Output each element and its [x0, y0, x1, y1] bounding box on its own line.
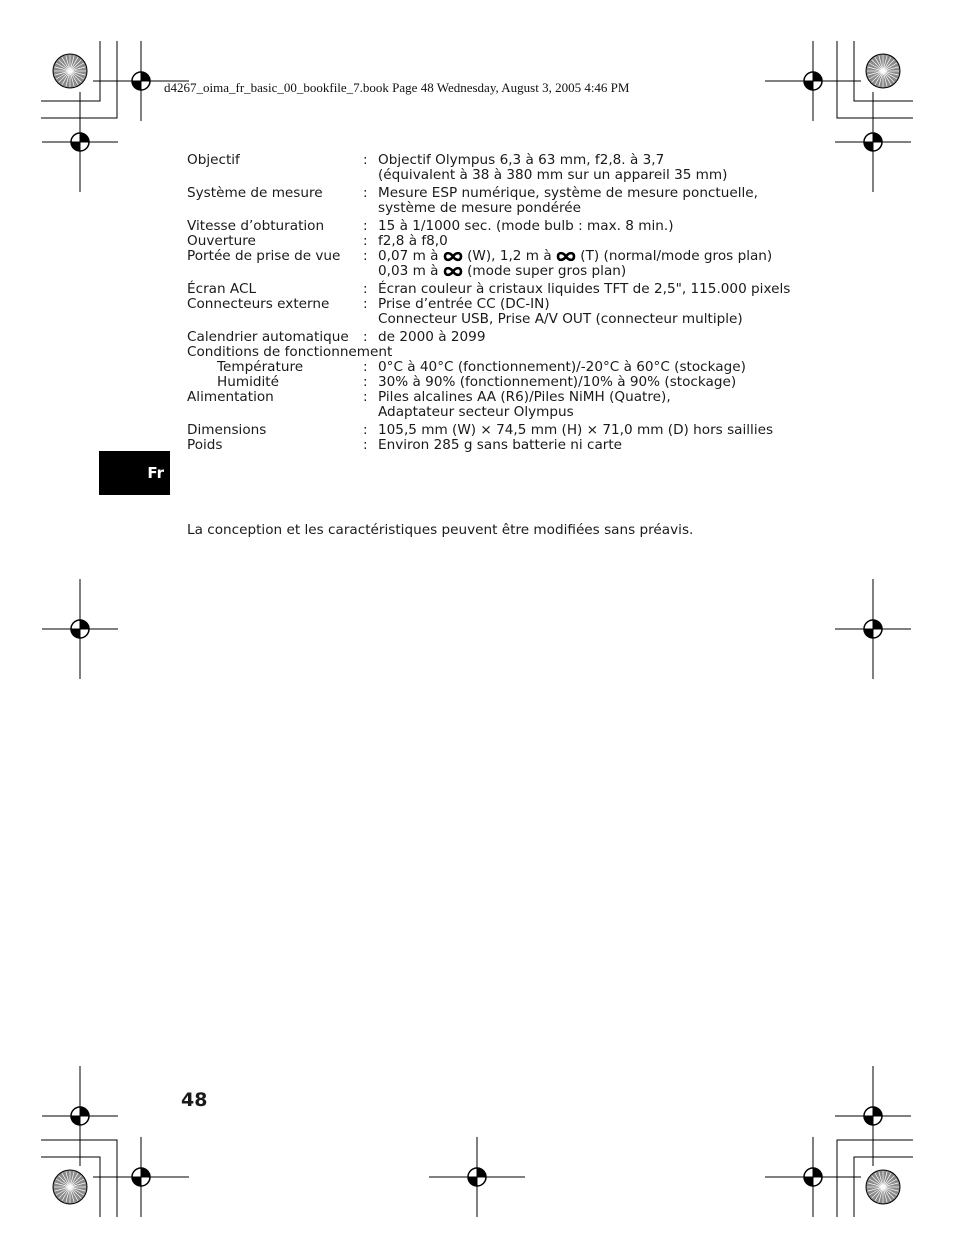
crosshair-icon — [93, 1137, 189, 1217]
spec-row — [187, 360, 787, 375]
spec-value-line: Prise d’entrée CC (DC-IN) — [378, 296, 550, 312]
spec-row — [187, 375, 787, 390]
spec-separator: : — [363, 281, 368, 297]
spec-separator: : — [363, 296, 368, 312]
spec-separator: : — [363, 329, 368, 345]
spec-row — [187, 345, 787, 360]
spec-value-line: système de mesure pondérée — [378, 200, 581, 216]
spec-label: Connecteurs externe — [187, 296, 330, 312]
registration-wheel-icon — [866, 1170, 900, 1204]
spec-value — [378, 297, 787, 327]
spec-label: Alimentation — [187, 389, 274, 405]
spec-value — [378, 234, 787, 249]
spec-separator: : — [363, 248, 368, 264]
spec-row — [187, 249, 787, 279]
spec-value — [378, 423, 787, 438]
spec-row — [187, 330, 787, 345]
spec-row — [187, 297, 787, 327]
spec-row — [187, 234, 787, 249]
spec-value — [378, 249, 787, 279]
spec-value — [378, 375, 787, 390]
spec-value-line: Piles alcalines AA (R6)/Piles NiMH (Quatre), — [378, 389, 671, 405]
spec-value-line: 0,07 m à (W), 1,2 m à (T) (normal/mode gros plan) — [378, 248, 773, 264]
spec-separator: : — [363, 218, 368, 234]
spec-separator: : — [363, 437, 368, 453]
spec-value — [378, 330, 787, 345]
spec-value-line: 0,03 m à (mode super gros plan) — [378, 263, 627, 279]
crosshair-icon — [42, 1066, 118, 1166]
registration-wheel-icon — [53, 54, 87, 88]
crosshair-icon — [835, 92, 911, 192]
spec-value — [378, 438, 787, 453]
infinity-icon — [556, 251, 576, 262]
spec-value — [378, 282, 790, 297]
spec-label: Poids — [187, 437, 223, 453]
spec-label: Vitesse d’obturation — [187, 218, 325, 234]
spec-separator: : — [363, 389, 368, 405]
language-tab: Fr — [99, 451, 170, 495]
spec-row — [187, 438, 787, 453]
spec-value — [378, 390, 787, 420]
registration-wheel-icon — [866, 54, 900, 88]
spec-label: Calendrier automatique — [187, 329, 349, 345]
spec-value-line: Écran couleur à cristaux liquides TFT de 2,5", 115.000 pixels — [378, 281, 791, 297]
spec-separator: : — [363, 422, 368, 438]
spec-value-line: f2,8 à f8,0 — [378, 233, 448, 249]
spec-label: Objectif — [187, 152, 240, 168]
crosshair-icon — [835, 579, 911, 679]
spec-separator: : — [363, 374, 368, 390]
spec-label: Dimensions — [187, 422, 267, 438]
infinity-icon — [443, 266, 463, 277]
spec-value — [378, 186, 787, 216]
spec-value-line: Mesure ESP numérique, système de mesure ponctuelle, — [378, 185, 758, 201]
spec-separator: : — [363, 233, 368, 249]
spec-row — [187, 153, 787, 183]
crosshair-icon — [42, 92, 118, 192]
spec-value-line: 0°C à 40°C (fonctionnement)/-20°C à 60°C (stockage) — [378, 359, 746, 375]
spec-label: Humidité — [217, 374, 279, 390]
spec-value-line: Objectif Olympus 6,3 à 63 mm, f2,8. à 3,7 — [378, 152, 665, 168]
spec-value-line: 30% à 90% (fonctionnement)/10% à 90% (stockage) — [378, 374, 737, 390]
spec-value — [378, 360, 787, 375]
spec-value-line: de 2000 à 2099 — [378, 329, 486, 345]
spec-value-line: (équivalent à 38 à 380 mm sur un appareil 35 mm) — [378, 167, 728, 183]
crosshair-icon — [429, 1137, 525, 1217]
spec-value-line: Environ 285 g sans batterie ni carte — [378, 437, 623, 453]
spec-label: Système de mesure — [187, 185, 323, 201]
crosshair-icon — [42, 579, 118, 679]
spec-separator: : — [363, 152, 368, 168]
spec-row — [187, 281, 791, 297]
spec-value — [378, 153, 787, 183]
infinity-icon — [443, 251, 463, 262]
spec-label: Portée de prise de vue — [187, 248, 341, 264]
spec-value-line: Adaptateur secteur Olympus — [378, 404, 574, 420]
registration-wheel-icon — [53, 1170, 87, 1204]
crosshair-icon — [765, 1137, 861, 1217]
spec-separator: : — [363, 185, 368, 201]
spec-label: Écran ACL — [187, 281, 257, 297]
spec-value-line: 15 à 1/1000 sec. (mode bulb : max. 8 min.) — [378, 218, 674, 234]
crosshair-icon — [765, 41, 861, 121]
spec-label: Température — [217, 359, 304, 375]
spec-row — [187, 219, 787, 234]
spec-value-line: 105,5 mm (W) × 74,5 mm (H) × 71,0 mm (D) hors saillies — [378, 422, 774, 438]
spec-label: Conditions de fonctionnement — [187, 344, 393, 360]
disclaimer-note: La conception et les caractéristiques peuvent être modifiées sans préavis. — [187, 522, 694, 538]
spec-row — [187, 186, 787, 216]
crosshair-icon — [835, 1066, 911, 1166]
spec-row — [187, 390, 787, 420]
spec-row — [187, 423, 787, 438]
specifications-list — [187, 152, 791, 453]
spec-value — [378, 219, 787, 234]
spec-label: Ouverture — [187, 233, 256, 249]
spec-value-line: Connecteur USB, Prise A/V OUT (connecteur multiple) — [378, 311, 743, 327]
spec-separator: : — [363, 359, 368, 375]
page-number: 48 — [181, 1089, 208, 1111]
print-header: d4267_oima_fr_basic_00_bookfile_7.book Page 48 Wednesday, August 3, 2005 4:46 PM — [164, 80, 630, 95]
